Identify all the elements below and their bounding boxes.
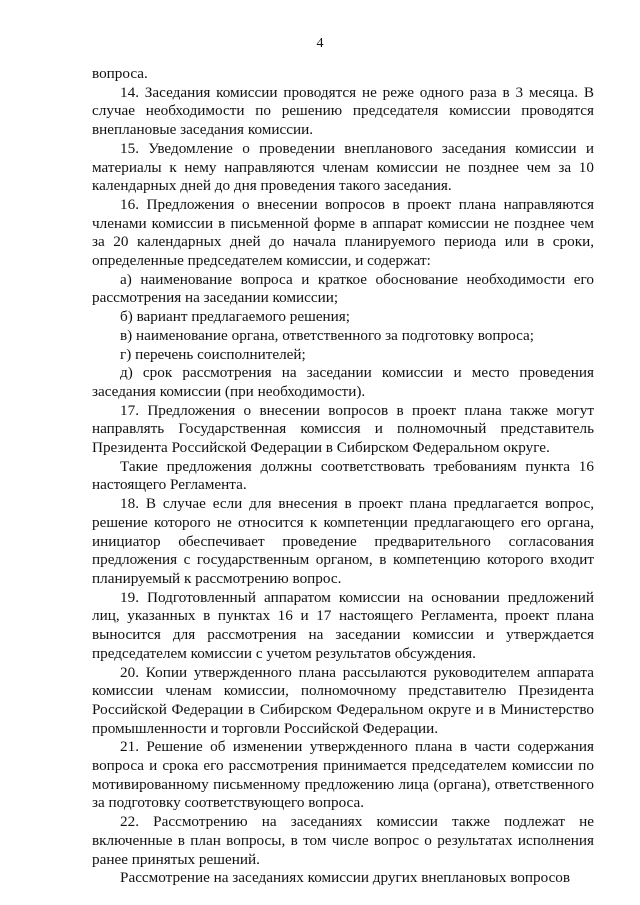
paragraph-trailing: Рассмотрение на заседаниях комиссии других внеплановых вопросов [120, 869, 571, 887]
subitem-d: д) срок рассмотрения на заседании комиссии и место проведения заседания комиссии (при необходимости). [92, 364, 594, 400]
paragraph-item-17: 17. Предложения о внесении вопросов в проект плана также могут направлять Государственная комиссия и полномочный представитель Президента Российской Федерации в Сибирском Федеральном округе. [92, 401, 594, 457]
paragraph-item-19: 19. Подготовленный аппаратом комиссии на основании предложений лиц, указанных в пунктах 16 и 17 настоящего Регламента, проект плана выносится для рассмотрения на заседании комиссии и утверждается председателем комиссии с учетом результатов обсуждения. [92, 588, 594, 662]
paragraph-item-22: 22. Рассмотрению на заседаниях комиссии также подлежат не включенные в план вопросы, в том числе вопрос о результатах исполнения ранее принятых решений. [92, 813, 594, 868]
subitem-g: г) перечень соисполнителей; [120, 345, 306, 363]
paragraph-item-20: 20. Копии утвержденного плана рассылаются руководителем аппарата комиссии членам комиссии, полномочному представителю Президента Российской Федерации в Сибирском Федеральном округе и в Министерство промышленности и торговли Российской Федерации. [92, 663, 594, 737]
subitem-a: а) наименование вопроса и краткое обоснование необходимости его рассмотрения на заседании комиссии; [92, 270, 594, 307]
paragraph-continuation: вопроса. [92, 65, 148, 82]
paragraph-item-16: 16. Предложения о внесении вопросов в проект плана направляются членами комиссии в письменной форме в аппарат комиссии не позднее чем за 20 календарных дней до начала планируемого периода или в сроки, определенные председателем комиссии, и содержат: [92, 195, 594, 270]
paragraph-item-15: 15. Уведомление о проведении внепланового заседания комиссии и материалы к нему направляются членам комиссии не позднее чем за 10 календарных дней до дня проведения такого заседания. [92, 139, 594, 195]
page-number: 4 [316, 36, 324, 51]
paragraph-item-21: 21. Решение об изменении утвержденного плана в части содержания вопроса и срока его рассмотрения принимается председателем комиссии по мотивированному письменному предложению лица (органа), ответственного за подготовку соответствующего вопроса. [92, 738, 594, 812]
paragraph-item-14: 14. Заседания комиссии проводятся не реже одного раза в 3 месяца. В случае необходимости по решению председателя комиссии проводятся внеплановые заседания комиссии. [92, 83, 594, 139]
document-body [92, 65, 594, 888]
subitem-v: в) наименование органа, ответственного за подготовку вопроса; [120, 326, 534, 344]
paragraph-item-17-note: Такие предложения должны соответствовать требованиям пункта 16 настоящего Регламента. [92, 457, 594, 494]
subitem-b: б) вариант предлагаемого решения; [120, 308, 351, 326]
paragraph-item-18: 18. В случае если для внесения в проект плана предлагается вопрос, решение которого не относится к компетенции предлагающего его органа, инициатор обеспечивает проведение предварительного согласования предложения с государственным органом, в компетенцию которого входит планируемый к рассмотрению вопрос. [92, 495, 594, 587]
